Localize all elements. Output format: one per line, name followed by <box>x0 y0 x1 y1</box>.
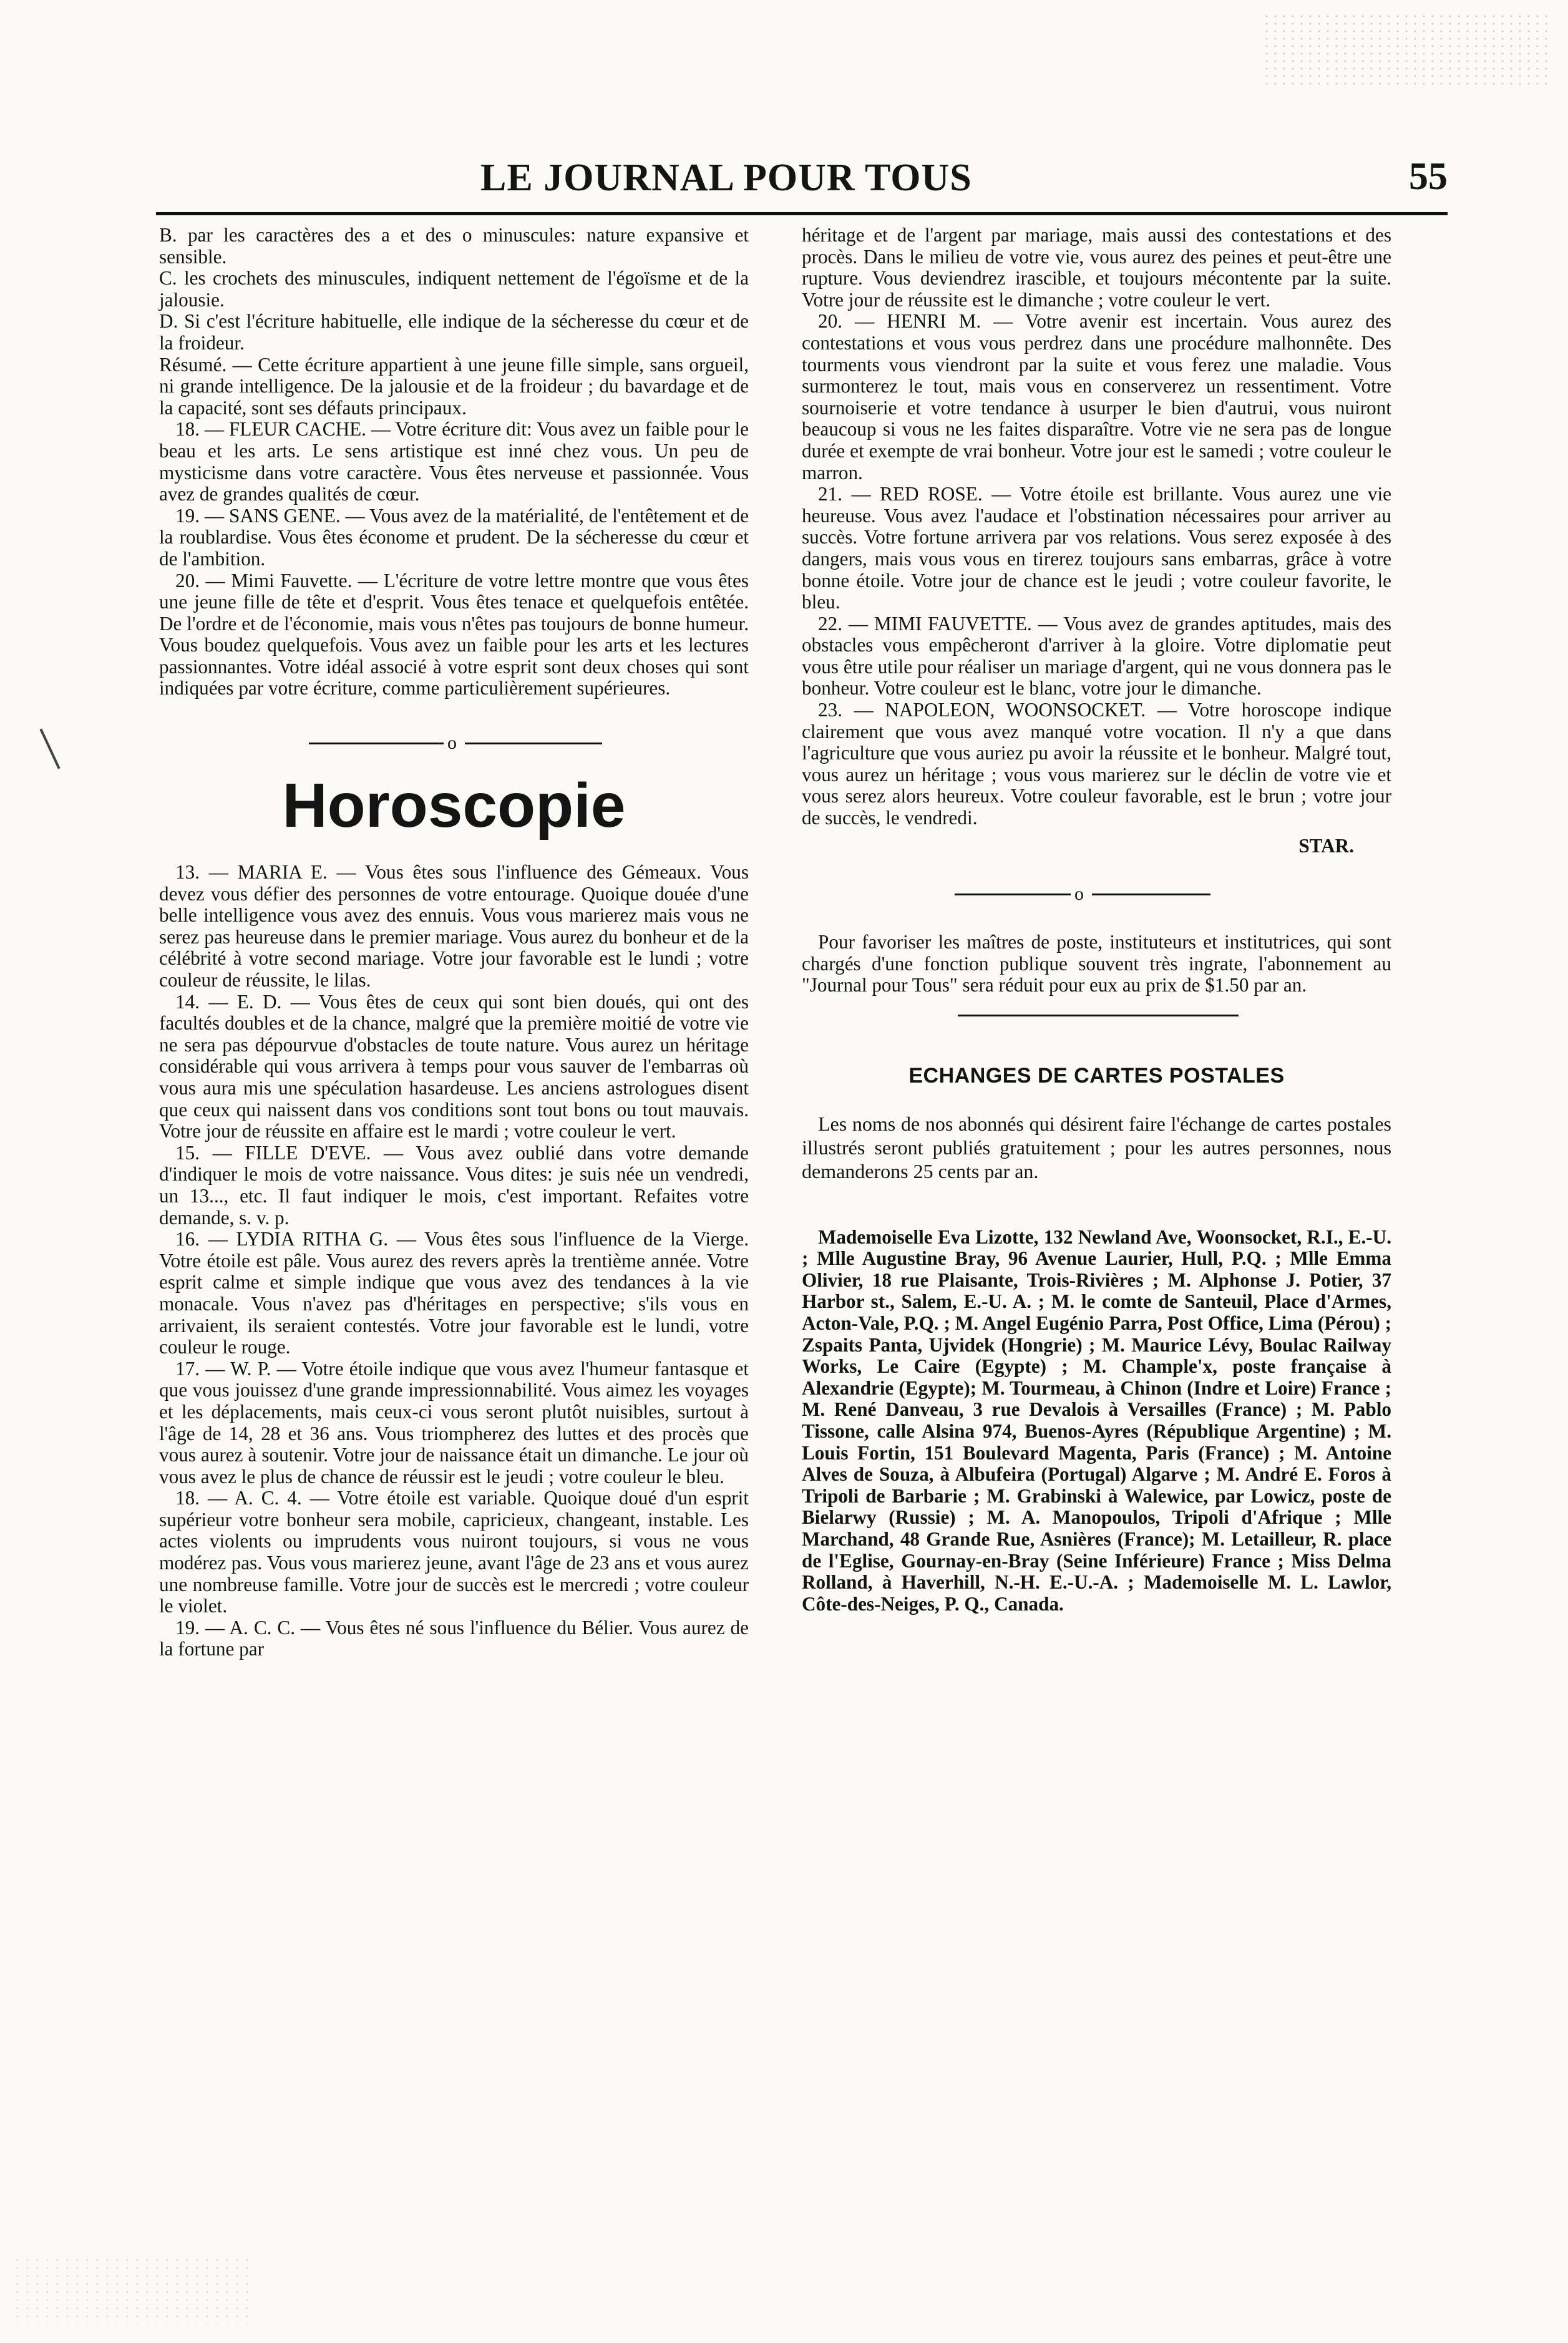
section-separator <box>802 882 1391 907</box>
horoscope-entry: 18. — A. C. 4. — Votre étoile est variable. Quoique doué d'un esprit supérieur votre bonheur sera mobile, capricieux, changeant, instable. Les actes violents ou imprudents vous nuiront toujours, si vous ne vous modérez pas. Vous vous marierez jeune, avant l'âge de 23 ans et vous aurez une nombreuse famille. Votre jour de succès est le mercredi ; votre couleur le violet. <box>159 1487 749 1617</box>
echanges-heading: ECHANGES DE CARTES POSTALES <box>908 1064 1285 1088</box>
graphology-paragraph: B. par les caractères des a et des o minuscules: nature expansive et sensible. <box>159 224 749 268</box>
horoscope-entry: 23. — NAPOLEON, WOONSOCKET. — Votre horoscope indique clairement que vous avez manqué votre vocation. Il n'y a que dans l'agriculture que vous auriez pu avoir la réussite et le bonheur. Malgré tout, vous aurez un héritage ; vous vous marierez sur le déclin de votre vie et vous serez alors heureux. Votre couleur favorable, est le brun ; votre jour de succès, le vendredi. <box>802 699 1391 829</box>
author-signature: STAR. <box>1298 834 1354 857</box>
graphology-paragraph: C. les crochets des minuscules, indiquent nettement de l'égoïsme et de la jalousie. <box>159 267 749 311</box>
horoscope-entry: 14. — E. D. — Vous êtes de ceux qui sont bien doués, qui ont des facultés doubles et de la chance, malgré que la première moitié de votre vie ne sera pas dépourvue d'obstacles de toute nature. Vous aurez un héritage considérable qui vous arrivera à temps pour vous sauver de l'embarras où vous aura mis une spéculation hasardeuse. Les anciens astrologues disent que ceux qui naissent dans vos conditions sont tout bons ou tout mauvais. Votre jour de réussite en affaire est le mardi ; votre couleur le vert. <box>159 990 749 1142</box>
left-column <box>159 225 749 1660</box>
horoscope-entry: héritage et de l'argent par mariage, mais aussi des contestations et des procès. Dans le milieu de votre vie, vous aurez des peines et peut-être une rupture. Vous deviendrez irascible, et toujours mécontente par la suite. Votre jour de réussite est le dimanche ; votre couleur le vert. <box>802 224 1391 311</box>
separator-glyph: o <box>444 731 460 756</box>
horoscope-entry: 17. — W. P. — Votre étoile indique que vous avez l'humeur fantasque et que vous jouissez d'une grande impressionnabilité. Vous aimez les voyages et les déplacements, mais ceux-ci vous seront plutôt nuisibles, surtout à l'âge de 14, 28 et 36 ans. Vous triompherez des luttes et des procès que vous aurez à soutenir. Votre jour de naissance était un dimanche. Le jour où vous avez le plus de chance de réussir est le jeudi ; votre couleur le bleu. <box>159 1357 749 1488</box>
graphology-paragraph: D. Si c'est l'écriture habituelle, elle indique de la sécheresse du cœur et de la froideur. <box>159 310 749 354</box>
horoscope-entry: 21. — RED ROSE. — Votre étoile est brillante. Vous aurez une vie heureuse. Vous avez l'audace et l'obstination nécessaires pour arriver au succès. Votre fortune arrivera par vos relations. Vous serez exposée à des dangers, mais vous vous en tirerez toujours sans embarras, grâce à votre bonne étoile. Votre jour de chance est le jeudi ; votre couleur favorite, le bleu. <box>802 483 1391 613</box>
horoscope-heading: Horoscopie <box>282 771 626 841</box>
echanges-intro: Les noms de nos abonnés qui désirent faire l'échange de cartes postales illustrés seront publiés gratuitement ; pour les autres personnes, nous demanderons 25 cents par an. <box>802 1112 1391 1182</box>
graphology-paragraph: 20. — Mimi Fauvette. — L'écriture de votre lettre montre que vous êtes une jeune fille de tête et d'esprit. Vous êtes tenace et quelquefois entêtée. De l'ordre et de l'économie, mais vous n'êtes pas toujours de bonne humeur. Vous boudez quelquefois. Vous avez un faible pour les arts et les lectures passionnantes. Votre idéal associé à votre esprit sont deux choses qui sont indiquées par votre écriture, comme particulièrement supérieures. <box>159 569 749 699</box>
echanges-list: Mademoiselle Eva Lizotte, 132 Newland Ave, Woonsocket, R.I., E.-U. ; Mlle Augustine Bray, 96 Avenue Laurier, Hull, P.Q. ; Mlle Emma Olivier, 18 rue Plaisante, Trois-Rivières ; M. Alphonse J. Potier, 37 Harbor st., Salem, E.-U. A. ; M. le comte de Santeuil, Place d'Armes, Acton-Vale, P.Q. ; M. Angel Eugénio Parra, Post Office, Lima (Pérou) ; Zspaits Panta, Ujvidek (Hongrie) ; M. Maurice Lévy, Boulac Railway Works, Le Caire (Egypte) ; M. Chample'x, poste française à Alexandrie (Egypte); M. Tourmeau, à Chinon (Indre et Loire) France ; M. René Danveau, 3 rue Devalois à Versailles (France) ; M. Pablo Tissone, calle Alsina 974, Buenos-Ayres (République Argentine) ; M. Louis Fortin, 151 Boulevard Magenta, Paris (France) ; M. Antoine Alves de Souza, à Albufeira (Portugal) Algarve ; M. André E. Foros à Tripoli de Barbarie ; M. Grabinski à Walewice, par Lowicz, poste de Bielarwy (Russie) ; M. A. Manopoulos, Tripoli d'Afrique ; Mlle Marchand, 48 Grande Rue, Asnières (France); M. Letailleur, R. place de l'Eglise, Gournay-en-Bray (Seine Inférieure) France ; Miss Delma Rolland, à Haverhill, N.-H. E.-U.-A. ; Mademoiselle M. L. Lawlor, Côte-des-Neiges, P. Q., Canada. <box>802 1225 1391 1615</box>
section-separator <box>159 731 749 756</box>
journal-title: LE JOURNAL POUR TOUS <box>480 157 972 199</box>
page-number: 55 <box>1409 155 1448 198</box>
graphology-paragraph: Résumé. — Cette écriture appartient à une jeune fille simple, sans orgueil, ni grande intelligence. De la jalousie et de la froideur ; du bavardage et de la capacité, sont ses défauts principaux. <box>159 353 749 419</box>
horoscope-entry: 13. — MARIA E. — Vous êtes sous l'influence des Gémeaux. Vous devez vous défier des personnes de votre entourage. Quoique douée d'une belle intelligence vous avez des ennuis. Vous vous marierez mais vous ne serez pas heureuse dans le premier mariage. Vous aurez du bonheur et de la célébrité à votre second mariage. Votre jour favorable est le lundi ; votre couleur de réussite, le lilas. <box>159 861 749 991</box>
graphology-paragraph: 19. — SANS GENE. — Vous avez de la matérialité, de l'entêtement et de la roublardise. Vous êtes économe et prudent. De la sécheresse du cœur et de l'ambition. <box>159 504 749 570</box>
subscription-notice: Pour favoriser les maîtres de poste, instituteurs et institutrices, qui sont chargés d'une fonction publique souvent très ingrate, l'abonnement au "Journal pour Tous" sera réduit pour eux au prix de $1.50 par an. <box>802 931 1391 996</box>
margin-pen-mark <box>39 728 60 769</box>
horoscope-entry: 22. — MIMI FAUVETTE. — Vous avez de grandes aptitudes, mais des obstacles vous empêcheront d'arriver à la gloire. Votre diplomatie peut vous être utile pour réaliser un mariage d'argent, qui ne vous donnera pas le bonheur. Votre couleur est le blanc, votre jour le dimanche. <box>802 612 1391 699</box>
page-header <box>156 150 1448 215</box>
right-column <box>802 225 1391 1615</box>
graphology-paragraph: 18. — FLEUR CACHE. — Votre écriture dit: Vous avez un faible pour le beau et les arts. Le sens artistique est inné chez vous. Un peu de mysticisme dans votre caractère. Vous êtes nerveuse et passionnée. Vous avez de grandes qualités de cœur. <box>159 418 749 505</box>
horoscope-entry: 20. — HENRI M. — Votre avenir est incertain. Vous aurez des contestations et vous vous perdrez dans une procédure malhonnête. Des tourments vous viendront par la suite et vous ferez une maladie. Vous surmonterez le tout, mais vous en conserverez un ressentiment. Votre sournoiserie et votre tendance à usurper le bien d'autrui, vous nuiront beaucoup si vous ne les faites disparaître. Votre vie ne sera pas de longue durée et exempte de vrai bonheur. Votre jour est le samedi ; votre couleur le marron. <box>802 310 1391 484</box>
separator-glyph: o <box>1071 882 1088 907</box>
scan-speckle-noise-bottom <box>12 2256 250 2324</box>
horoscope-entry: 15. — FILLE D'EVE. — Vous avez oublié dans votre demande d'indiquer le mois de votre naissance. Vous dites: je suis née un vendredi, un 13..., etc. Il faut indiquer le mois, c'est important. Refaites votre demande, s. v. p. <box>159 1141 749 1229</box>
horoscope-entry: 19. — A. C. C. — Vous êtes né sous l'influence du Bélier. Vous aurez de la fortune par <box>159 1616 749 1660</box>
scan-speckle-noise <box>1262 12 1549 87</box>
price-separator <box>802 1003 1391 1028</box>
horoscope-entry: 16. — LYDIA RITHA G. — Vous êtes sous l'influence de la Vierge. Votre étoile est pâle. Vous aurez des revers après la trentième année. Votre esprit calme et simple indique que vous avez des tendances à la vie monacale. Vous n'avez pas d'héritages en perspective; s'ils vous en arrivaient, ils seraient contestés. Votre jour favorable est le lundi, votre couleur le rouge. <box>159 1228 749 1358</box>
